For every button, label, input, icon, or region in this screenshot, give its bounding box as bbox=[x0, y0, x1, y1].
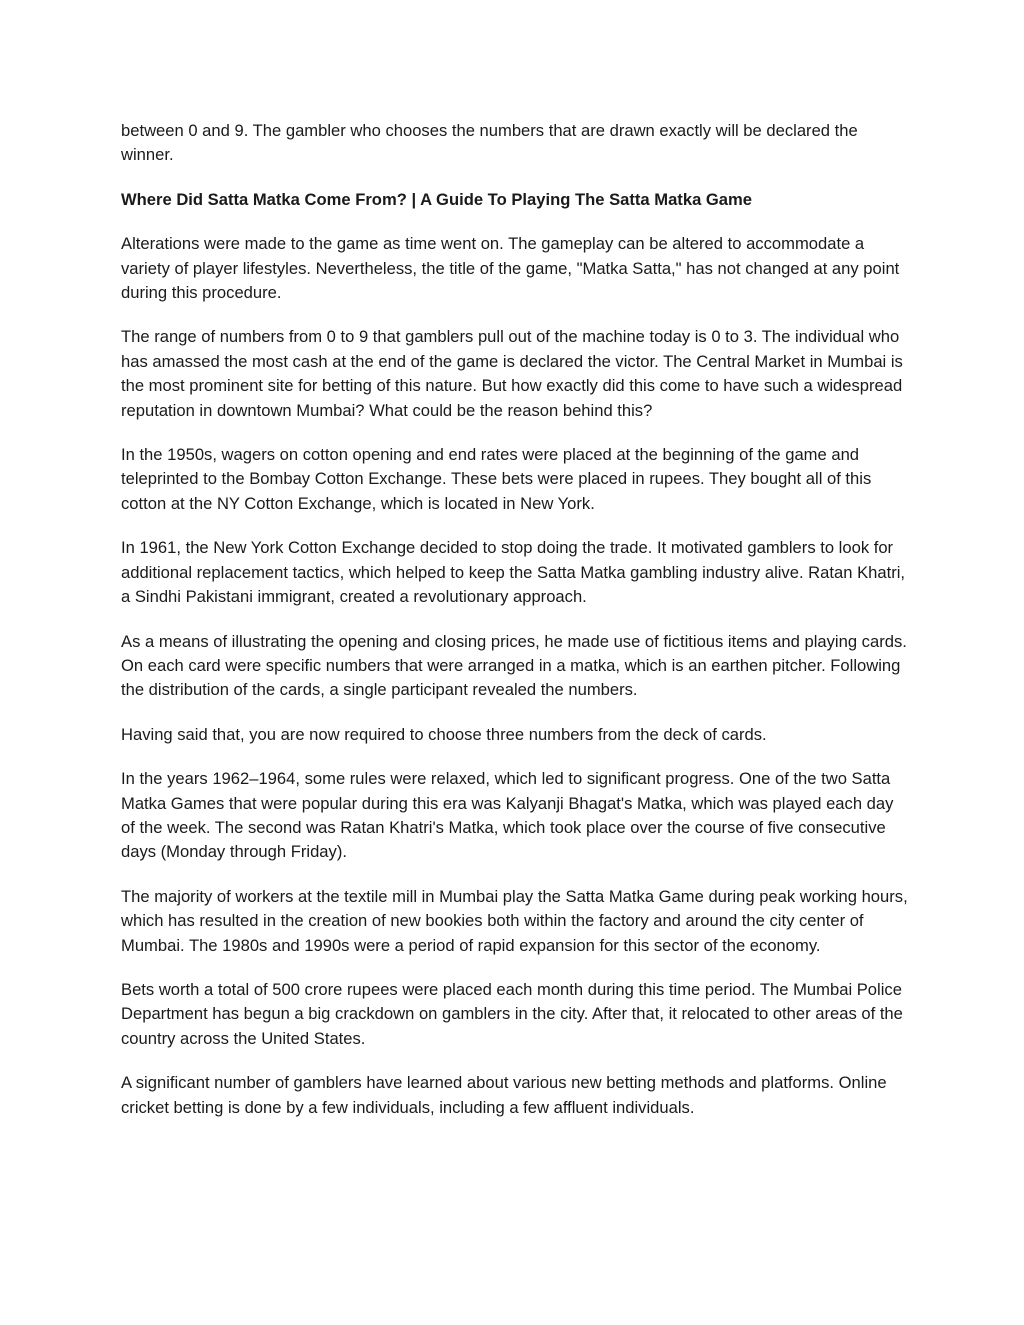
paragraph: In 1961, the New York Cotton Exchange decided to stop doing the trade. It motivated gamblers to look for additional replacement tactics, which helped to keep the Satta Matka gambling industry alive. Ratan Khatri, a Sindhi Pakistani immigrant, created a revolutionary approach. bbox=[121, 538, 906, 607]
paragraph: The range of numbers from 0 to 9 that gamblers pull out of the machine today is 0 to 3. The individual who has amassed the most cash at the end of the game is declared the victor. The Central Market in Mumbai is the most prominent site for betting of this nature. But how exactly did this come to have such a widespread reputation in downtown Mumbai? What could be the reason behind this? bbox=[121, 327, 903, 420]
paragraph: The majority of workers at the textile mill in Mumbai play the Satta Matka Game during peak working hours, which has resulted in the creation of new bookies both within the factory and around the city center of Mumbai. The 1980s and 1990s were a period of rapid expansion for this sector of the economy. bbox=[121, 886, 908, 955]
document-body bbox=[121, 119, 911, 1140]
paragraph: A significant number of gamblers have learned about various new betting methods and platforms. Online cricket betting is done by a few individuals, including a few affluent individuals. bbox=[121, 1073, 887, 1117]
paragraph: In the years 1962–1964, some rules were relaxed, which led to significant progress. One of the two Satta Matka Games that were popular during this era was Kalyanji Bhagat's Matka, which was played each day of the week. The second was Ratan Khatri's Matka, which took place over the course of five consecutive days (Monday through Friday). bbox=[121, 769, 894, 862]
paragraph: As a means of illustrating the opening and closing prices, he made use of fictitious items and playing cards. On each card were specific numbers that were arranged in a matka, which is an earthen pitcher. Following the distribution of the cards, a single participant revealed the numbers. bbox=[121, 631, 907, 700]
paragraph: In the 1950s, wagers on cotton opening and end rates were placed at the beginning of the game and teleprinted to the Bombay Cotton Exchange. These bets were placed in rupees. They bought all of this cotton at the NY Cotton Exchange, which is located in New York. bbox=[121, 445, 872, 513]
paragraph: Alterations were made to the game as time went on. The gameplay can be altered to accommodate a variety of player lifestyles. Nevertheless, the title of the game, "Matka Satta," has not changed at any point during this procedure. bbox=[121, 234, 900, 303]
section-heading: Where Did Satta Matka Come From? | A Guide To Playing The Satta Matka Game bbox=[121, 189, 753, 209]
paragraph: between 0 and 9. The gambler who chooses the numbers that are drawn exactly will be declared the winner. bbox=[121, 121, 858, 165]
paragraph: Bets worth a total of 500 crore rupees were placed each month during this time period. The Mumbai Police Department has begun a big crackdown on gamblers in the city. After that, it relocated to other areas of the country across the United States. bbox=[121, 979, 903, 1048]
paragraph: Having said that, you are now required to choose three numbers from the deck of cards. bbox=[121, 724, 767, 744]
